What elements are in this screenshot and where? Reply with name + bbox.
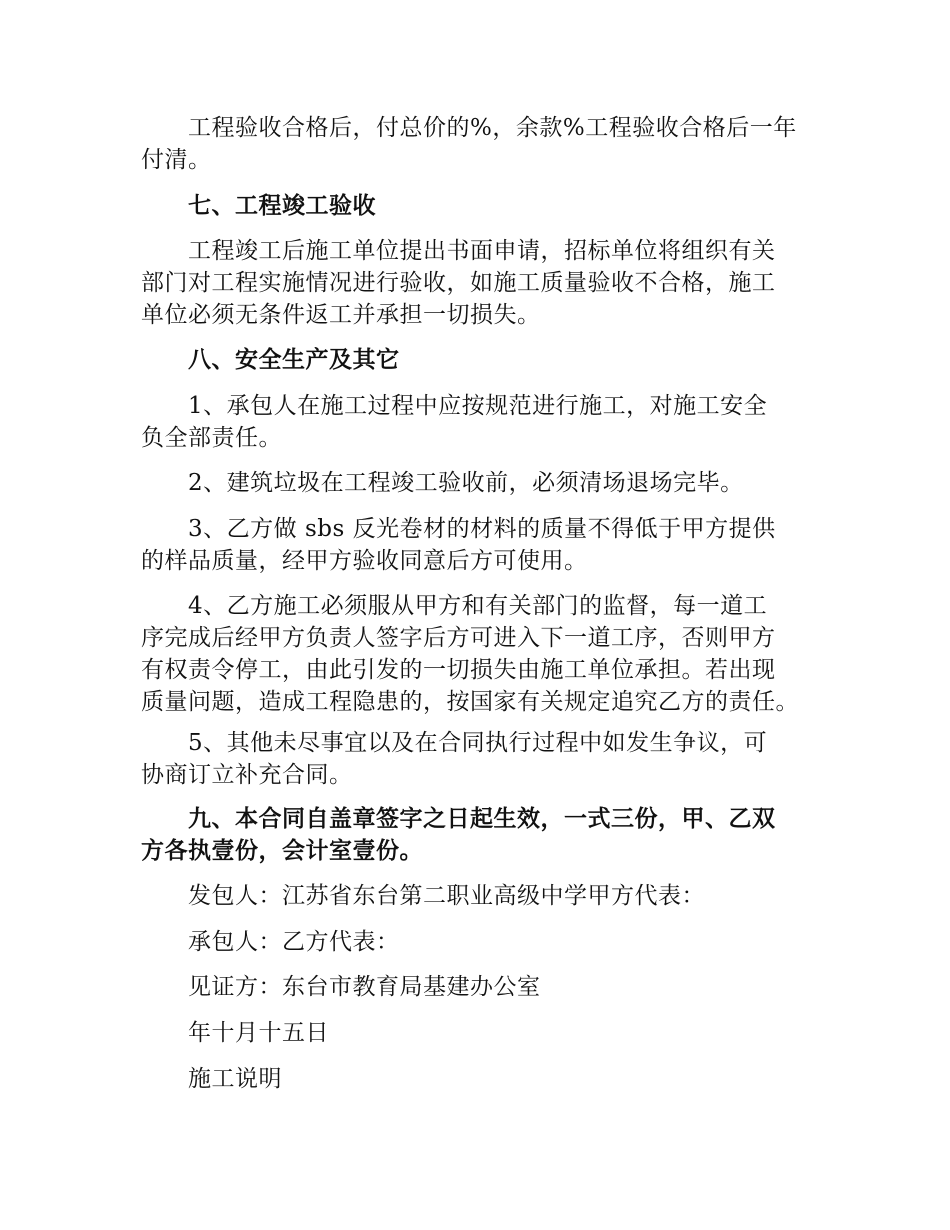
signature-employer [141, 880, 841, 912]
text-line: 3、乙方做 sbs 反光卷材的材料的质量不得低于甲方提供 [141, 516, 776, 542]
paragraph-completion-acceptance [141, 235, 841, 331]
text-line: 承包人：乙方代表： [141, 929, 400, 955]
paragraph-item-5 [141, 727, 841, 791]
text-line: 1、承包人在施工过程中应按规范进行施工，对施工安全 [141, 393, 768, 419]
construction-notes-title [141, 1063, 841, 1095]
heading-text: 八、安全生产及其它 [141, 347, 400, 373]
text-line: 负全部责任。 [141, 425, 282, 451]
text-line: 见证方：东台市教育局基建办公室 [141, 974, 541, 1000]
text-line: 5、其他未尽事宜以及在合同执行过程中如发生争议，可 [141, 730, 768, 756]
contract-date [141, 1017, 841, 1049]
text-line: 的样品质量，经甲方验收同意后方可使用。 [141, 548, 588, 574]
text-line: 单位必须无条件返工并承担一切损失。 [141, 302, 541, 328]
text-line: 付清。 [141, 147, 212, 173]
text-line: 发包人：江苏省东台第二职业高级中学甲方代表： [141, 883, 705, 909]
heading-text: 方各执壹份，会计室壹份。 [141, 838, 423, 864]
paragraph-item-3 [141, 513, 841, 577]
signature-contractor [141, 926, 841, 958]
heading-text: 七、工程竣工验收 [141, 193, 376, 219]
text-line: 部门对工程实施情况进行验收，如施工质量验收不合格，施工 [141, 270, 776, 296]
heading-section-8 [141, 344, 841, 376]
paragraph-payment-terms [141, 112, 841, 176]
text-line: 4、乙方施工必须服从甲方和有关部门的监督，每一道工 [141, 593, 768, 619]
text-line: 年十月十五日 [141, 1020, 329, 1046]
heading-section-7 [141, 190, 841, 222]
paragraph-item-1 [141, 390, 841, 454]
text-line: 工程竣工后施工单位提出书面申请，招标单位将组织有关 [141, 238, 776, 264]
paragraph-item-2 [141, 467, 841, 499]
text-line: 工程验收合格后，付总价的%，余款%工程验收合格后一年 [141, 115, 797, 141]
paragraph-item-4 [141, 590, 841, 718]
signature-witness [141, 971, 841, 1003]
heading-text: 九、本合同自盖章签字之日起生效，一式三份，甲、乙双 [141, 806, 776, 832]
text-line: 有权责令停工，由此引发的一切损失由施工单位承担。若出现 [141, 657, 776, 683]
text-line: 协商订立补充合同。 [141, 762, 353, 788]
heading-section-9 [141, 803, 841, 867]
text-line: 质量问题，造成工程隐患的，按国家有关规定追究乙方的责任。 [141, 689, 799, 715]
text-line: 2、建筑垃圾在工程竣工验收前，必须清场退场完毕。 [141, 470, 744, 496]
text-line: 序完成后经甲方负责人签字后方可进入下一道工序，否则甲方 [141, 625, 776, 651]
text-line: 施工说明 [141, 1066, 282, 1092]
